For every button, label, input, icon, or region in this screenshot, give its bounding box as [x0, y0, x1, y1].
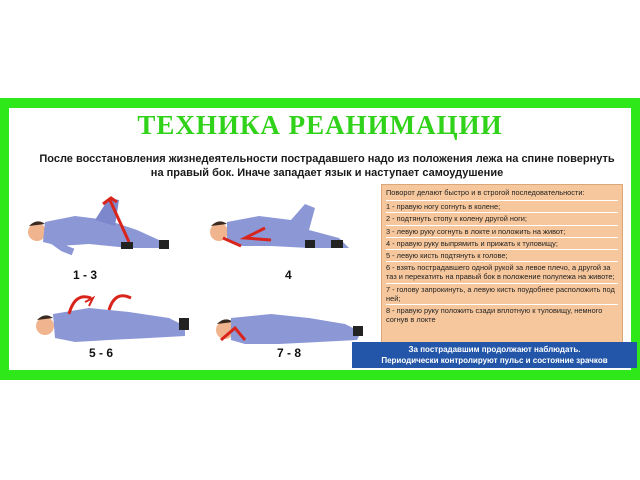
figure-label-1-3: 1 - 3 [73, 268, 98, 282]
figure-steps-7-8 [216, 314, 363, 344]
step-item: 3 - левую руку согнуть в локте и положить на живот; [386, 225, 618, 237]
recovery-position-illustrations [9, 108, 389, 370]
figure-label-5-6: 5 - 6 [89, 346, 114, 360]
observation-note [352, 342, 637, 368]
note-line-1: За пострадавшим продолжают наблюдать. [408, 345, 581, 354]
poster-title: ТЕХНИКА РЕАНИМАЦИИ [137, 110, 503, 140]
steps-box [381, 184, 623, 344]
step-item: 5 - левую кисть подтянуть к голове; [386, 249, 618, 261]
figure-label-7-8: 7 - 8 [277, 346, 302, 360]
step-item: 4 - правую руку выпрямить и прижать к туловищу; [386, 237, 618, 249]
step-item: 7 - голову запрокинуть, а левую кисть поудобнее расположить под ней; [386, 283, 618, 304]
step-item: 6 - взять пострадавшего одной рукой за левое плечо, а другой за таз и перекатить на правый бок в положение полулежа на животе; [386, 261, 618, 282]
intro-line-1: После восстановления жизнедеятельности пострадавшего надо из положения лежа на спине повернуть [39, 153, 615, 165]
steps-heading: Поворот делают быстро и в строгой последовательности: [386, 188, 585, 197]
intro-line-2: на правый бок. Иначе западает язык и наступает самоудушение [150, 167, 504, 179]
step-item: 2 - подтянуть стопу к колену другой ноги; [386, 212, 618, 224]
figure-steps-5-6 [36, 296, 189, 342]
figure-label-4: 4 [285, 268, 292, 282]
step-item: 1 - правую ногу согнуть в колене; [386, 200, 618, 212]
figure-step-4 [210, 204, 349, 248]
note-line-2: Периодически контролируют пульс и состояние зрачков [381, 356, 608, 365]
figure-steps-1-3 [28, 198, 169, 252]
step-item: 8 - правую руку положить сзади вплотную к туловищу, немного согнув в локте [386, 304, 618, 325]
poster-panel [9, 108, 631, 370]
poster-frame [0, 98, 640, 380]
